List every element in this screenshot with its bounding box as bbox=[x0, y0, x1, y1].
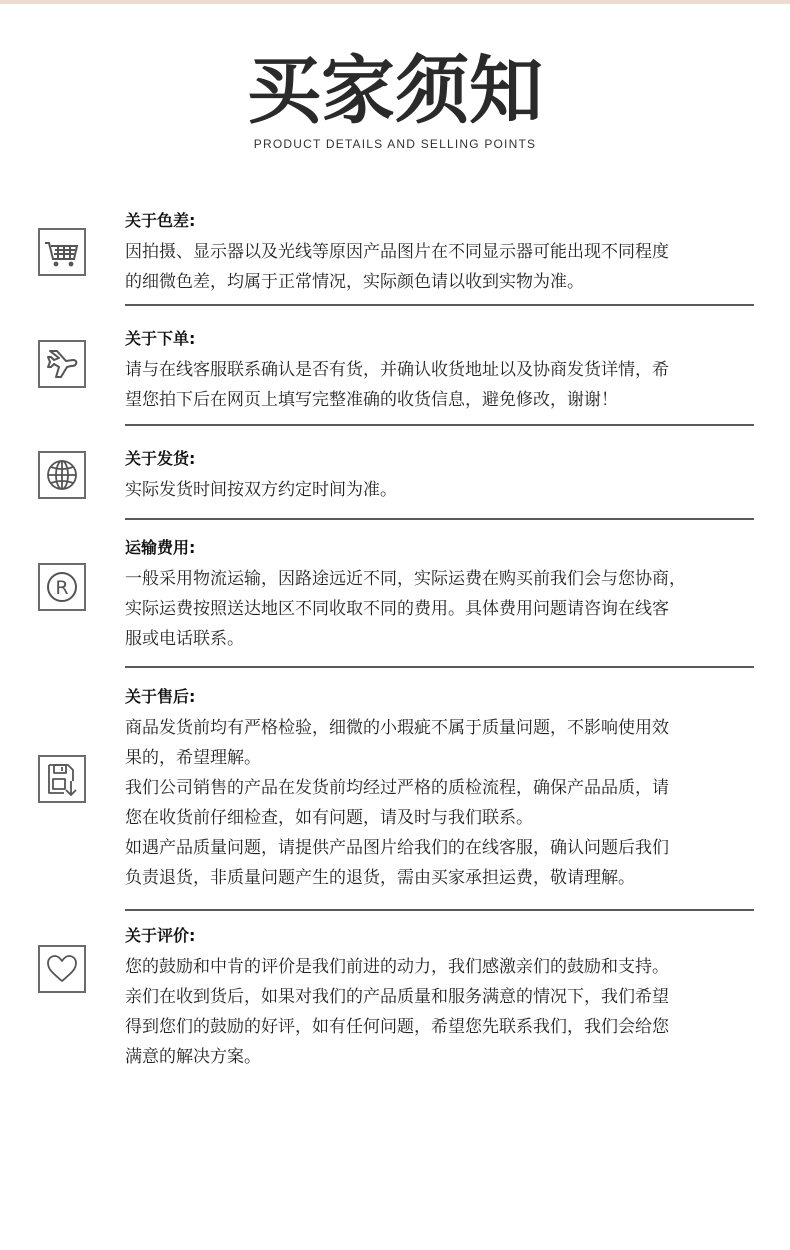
globe-icon bbox=[38, 451, 86, 499]
airplane-icon bbox=[38, 340, 86, 388]
section-text-line: 您在收货前仔细检查，如有问题，请及时与我们联系。 bbox=[125, 808, 533, 828]
section-text-line: 满意的解决方案。 bbox=[125, 1047, 261, 1067]
svg-text:R: R bbox=[55, 577, 69, 599]
section-text-line: 亲们在收到货后，如果对我们的产品质量和服务满意的情况下，我们希望 bbox=[125, 987, 669, 1007]
shopping-cart-icon bbox=[38, 228, 86, 276]
section-text-line: 请与在线客服联系确认是否有货，并确认收货地址以及协商发货详情，希 bbox=[125, 360, 669, 380]
section-title: 关于下单: bbox=[125, 329, 196, 348]
section-title: 运输费用: bbox=[125, 538, 196, 557]
section-divider bbox=[125, 518, 754, 520]
section-title: 关于售后: bbox=[125, 687, 196, 706]
save-download-icon bbox=[38, 755, 86, 803]
section-text-line: 实际发货时间按双方约定时间为准。 bbox=[125, 480, 397, 500]
section-title: 关于发货: bbox=[125, 449, 196, 468]
section-text-line: 因拍摄、显示器以及光线等原因产品图片在不同显示器可能出现不同程度 bbox=[125, 242, 669, 262]
registered-icon bbox=[38, 563, 86, 611]
section-divider bbox=[125, 909, 754, 911]
page-title: 买家须知 bbox=[247, 48, 543, 134]
page-subtitle: PRODUCT DETAILS AND SELLING POINTS bbox=[253, 137, 537, 151]
section-text-line: 商品发货前均有严格检验，细微的小瑕疵不属于质量问题，不影响使用效 bbox=[125, 718, 669, 738]
section-text-line: 负责退货，非质量问题产生的退货，需由买家承担运费，敬请理解。 bbox=[125, 868, 635, 888]
section-divider bbox=[125, 304, 754, 306]
section-text-line: 我们公司销售的产品在发货前均经过严格的质检流程，确保产品品质，请 bbox=[125, 778, 669, 798]
section-divider bbox=[125, 424, 754, 426]
top-accent-strip bbox=[0, 0, 790, 4]
heart-icon bbox=[38, 945, 86, 993]
section-text-line: 一般采用物流运输，因路途远近不同，实际运费在购买前我们会与您协商， bbox=[125, 569, 686, 589]
section-title: 关于评价: bbox=[125, 926, 196, 945]
section-text-line: 得到您们的鼓励的好评，如有任何问题，希望您先联系我们，我们会给您 bbox=[125, 1017, 669, 1037]
section-text-line: 望您拍下后在网页上填写完整准确的收货信息，避免修改，谢谢！ bbox=[125, 390, 618, 410]
section-title: 关于色差: bbox=[125, 211, 196, 230]
section-text-line: 实际运费按照送达地区不同收取不同的费用。具体费用问题请咨询在线客 bbox=[125, 599, 669, 619]
section-text-line: 如遇产品质量问题，请提供产品图片给我们的在线客服，确认问题后我们 bbox=[125, 838, 669, 858]
section-text-line: 的细微色差，均属于正常情况，实际颜色请以收到实物为准。 bbox=[125, 272, 584, 292]
section-text-line: 果的，希望理解。 bbox=[125, 748, 261, 768]
section-divider bbox=[125, 666, 754, 668]
section-text-line: 您的鼓励和中肯的评价是我们前进的动力，我们感激亲们的鼓励和支持。 bbox=[125, 957, 669, 977]
section-text-line: 服或电话联系。 bbox=[125, 629, 244, 649]
